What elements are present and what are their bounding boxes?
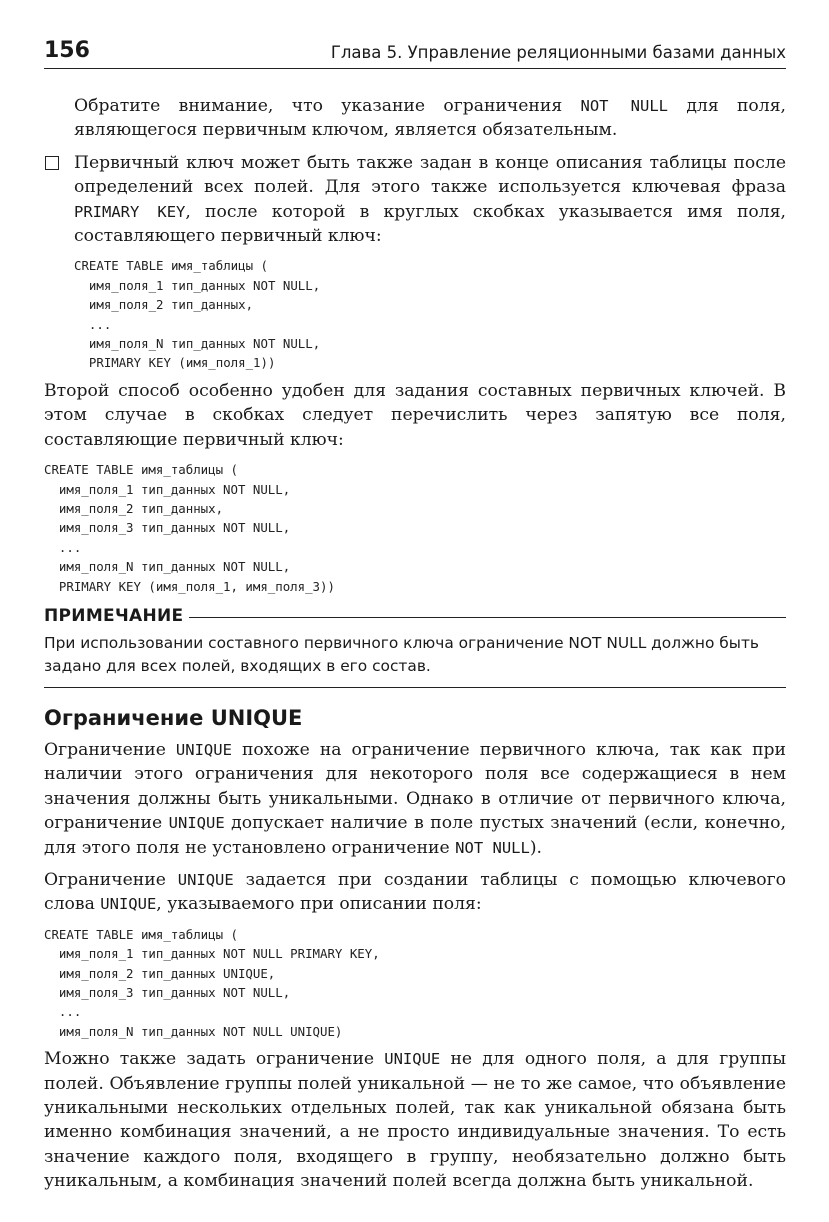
inline-code: UNIQUE	[168, 814, 225, 833]
inline-code: NOT NULL	[455, 838, 530, 857]
text: Обратите внимание, что указание ограничения	[74, 96, 581, 116]
note-bottom-rule	[44, 687, 786, 688]
section-title: Ограничение UNIQUE	[44, 705, 303, 730]
intro-paragraph	[74, 94, 786, 143]
note-text: При использовании составного первичного ключа ограничение NOT NULL должно быть задано для всех полей, входящих в его состав.	[44, 633, 759, 676]
text: ).	[529, 837, 542, 858]
inline-code: UNIQUE	[177, 870, 234, 889]
text: не для одного поля, а для группы полей. Объявление группы полей уникальной — не то же самое, что объявление уникальными нескольких отдельных полей, так как уникальной обязана быть именно комбинация значений, а не просто индивидуальные значения. То есть значение каждого поля, входящего в группу, необязательно должно быть уникальным, а комбинация значений полей всегда должна быть уникальной.	[44, 1049, 786, 1192]
inline-code: PRIMARY KEY	[74, 202, 186, 221]
unique-paragraph-2	[44, 868, 786, 917]
text: Первичный ключ может быть также задан в конце описания таблицы после определений всех полей. Для этого также используется ключевая фраза	[74, 152, 786, 198]
text: для поля, являющегося первичным ключом, является обязательным.	[74, 96, 786, 141]
note-header	[44, 606, 786, 626]
inline-code: UNIQUE	[175, 740, 232, 759]
text: , после которой в круглых скобках указывается имя поля, составляющего первичный ключ:	[74, 201, 786, 247]
text: Можно также задать ограничение	[44, 1049, 385, 1070]
composite-key-paragraph: Второй способ особенно удобен для задания составных первичных ключей. В этом случае в скобках следует перечислить через запятую все поля, составляющие первичный ключ:	[44, 380, 786, 450]
code-block-unique: CREATE TABLE имя_таблицы ( имя_поля_1 тип_данных NOT NULL PRIMARY KEY, имя_поля_2 тип_данных UNIQUE, имя_поля_3 тип_данных NOT NULL, ... имя_поля_N тип_данных NOT NULL UNIQUE)	[44, 926, 380, 1039]
page-header	[44, 36, 786, 69]
text: похоже на ограничение первичного ключа, так как при наличии этого ограничения для некоторого поля все содержащиеся в нем значения должны быть уникальными. Однако в отличие от первичного ключа, ограничение	[44, 739, 786, 834]
text: Ограничение	[44, 869, 178, 890]
unique-paragraph-1	[44, 738, 786, 860]
inline-code: UNIQUE	[384, 1050, 441, 1069]
note-title: ПРИМЕЧАНИЕ	[44, 605, 184, 626]
bullet-paragraph	[74, 151, 786, 249]
bullet-item	[74, 151, 786, 373]
page-content	[44, 94, 786, 1202]
text: Ограничение	[44, 739, 176, 760]
unique-group-paragraph	[44, 1047, 786, 1193]
text: задается при создании таблицы с помощью ключевого слова	[44, 869, 786, 915]
note-rule	[189, 617, 786, 618]
text: допускает наличие в поле пустых значений (если, конечно, для этого поля не установлено ограничение	[44, 813, 786, 858]
inline-code: NOT NULL	[580, 97, 668, 115]
running-head: Глава 5. Управление реляционными базами данных	[330, 43, 786, 62]
text: , указываемого при описании поля:	[156, 894, 482, 915]
checkbox-bullet-icon	[45, 156, 59, 170]
inline-code: UNIQUE	[100, 895, 157, 914]
code-block-primary-key: CREATE TABLE имя_таблицы ( имя_поля_1 тип_данных NOT NULL, имя_поля_2 тип_данных, ... имя_поля_N тип_данных NOT NULL, PRIMARY KEY (имя_поля_1))	[74, 258, 321, 371]
code-block-composite-key: CREATE TABLE имя_таблицы ( имя_поля_1 тип_данных NOT NULL, имя_поля_2 тип_данных, имя_поля_3 тип_данных NOT NULL, ... имя_поля_N тип_данных NOT NULL, PRIMARY KEY (имя_поля_1, имя_поля_3))	[44, 462, 335, 594]
note-box	[44, 606, 786, 688]
page-number: 156	[44, 38, 90, 63]
